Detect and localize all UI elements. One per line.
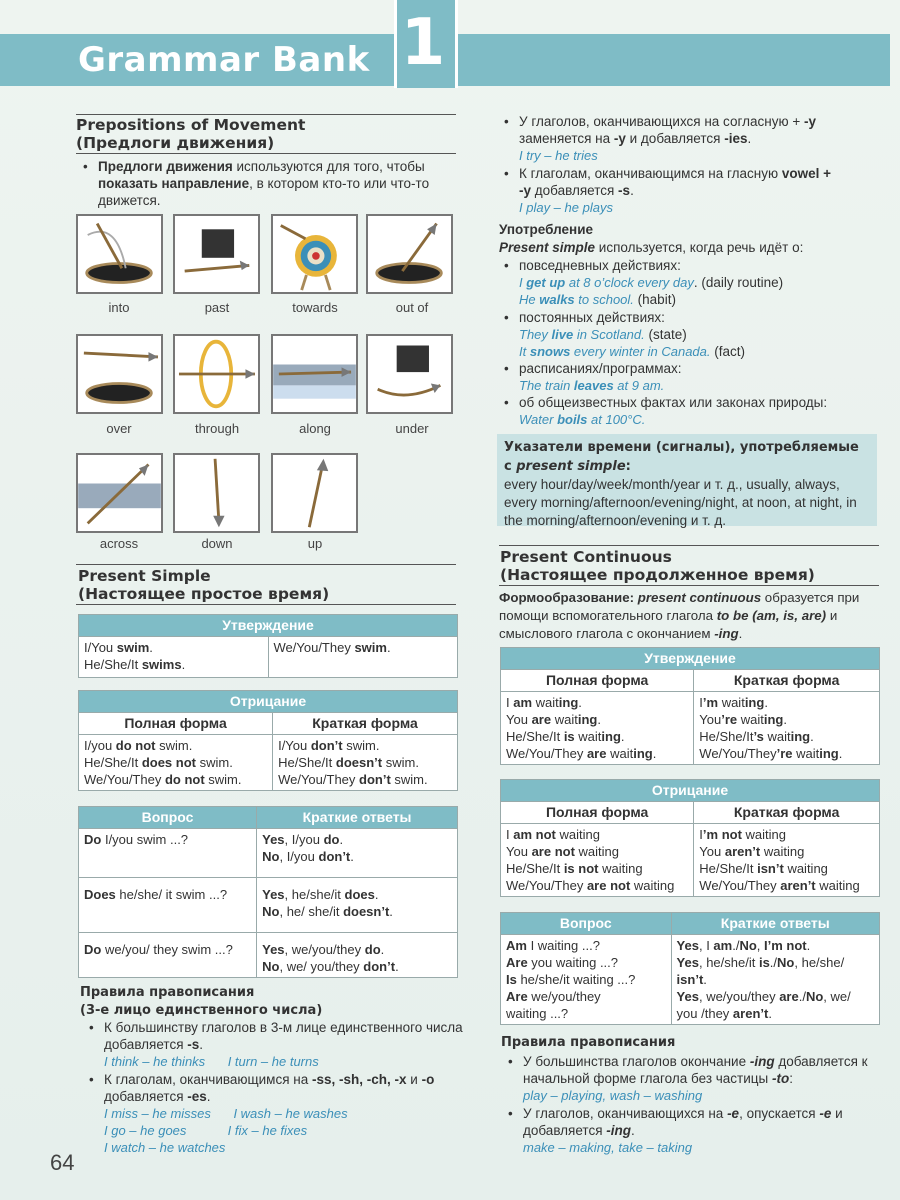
prepositions-heading: Prepositions of Movement (Предлоги движения)	[76, 116, 306, 152]
spelling-rule-2: • К глаголам, оканчивающимся на -ss, -sh, -ch, -x и -o добавляется -es. I miss – he misses I wash – he washes I go – he goes I fix – he fixes I watch – he watches	[104, 1071, 464, 1156]
pc-spelling-rule-1: • У большинства глаголов окончание -ing добавляется к начальной форме глагола без частицы -to: play – playing, wash – washing	[523, 1053, 879, 1104]
column-header: Полная форма	[79, 713, 273, 735]
column-header: Краткая форма	[273, 713, 458, 735]
into-illustration	[76, 214, 163, 294]
formation-text: Формообразование: present continuous образуется при помощи вспомогательного глагола to be (am, is, are) и смыслового глагола с окончанием -ing.	[499, 590, 860, 641]
across-illustration	[76, 453, 163, 533]
towards-illustration	[271, 214, 358, 294]
caption-along: along	[299, 421, 331, 436]
down-illustration	[173, 453, 260, 533]
caption-up: up	[307, 536, 323, 551]
table-cell: Do I/you swim ...?	[79, 829, 257, 878]
usage-block: Употребление Present simple используется, когда речь идёт о:	[499, 222, 804, 255]
divider	[76, 153, 456, 154]
caption-past: past	[204, 300, 230, 315]
present-simple-heading: Present Simple (Настоящее простое время)	[78, 567, 330, 603]
pc-spelling-rule-2: • У глаголов, оканчивающихся на -e, опускается -e и добавляется -ing. make – making, take – taking	[523, 1105, 879, 1156]
usage-daily: • повседневных действиях: I get up at 8 o’clock every day. (daily routine) He walks to school. (habit)	[519, 257, 879, 308]
past-illustration	[173, 214, 260, 294]
table-cell: I am not waiting You are not waiting He/She/It is not waiting We/You/They are not waiting	[501, 824, 694, 897]
caption-into: into	[108, 300, 130, 315]
usage-schedules: • расписаниях/программах: The train leaves at 9 am.	[519, 360, 879, 394]
page-number: 64	[50, 1150, 75, 1175]
table-band: Краткие ответы	[257, 807, 458, 829]
table-cell: I/You swim. He/She/It swims.	[79, 637, 269, 678]
time-markers-box: Указатели времени (сигналы), употребляемые с present simple: every hour/day/week/month/year и т. д., usually, always, every morning/afternoon/evening/night, at noon, at night, in the morning/afternoon/evening и т. д.	[497, 434, 877, 526]
pc-question-table	[500, 912, 880, 1025]
table-cell: We/You/They swim.	[268, 637, 458, 678]
pc-negative-table	[500, 779, 880, 897]
table-cell: Does he/she/ it swim ...?	[79, 878, 257, 933]
table-cell: Do we/you/ they swim ...?	[79, 933, 257, 978]
ps-negative-table	[78, 690, 458, 791]
table-cell: I’m waiting. You’re waiting. He/She/It’s waiting. We/You/They’re waiting.	[694, 692, 880, 765]
divider	[499, 585, 879, 586]
ps-question-table	[78, 806, 458, 978]
rule-y-ies: • У глаголов, оканчивающихся на согласную + -y заменяется на -y и добавляется -ies. I try – he tries	[519, 113, 879, 164]
table-band: Отрицание	[79, 691, 458, 713]
caption-down: down	[201, 536, 233, 551]
table-band: Вопрос	[79, 807, 257, 829]
caption-under: under	[395, 421, 429, 436]
caption-out-of: out of	[395, 300, 429, 315]
caption-towards: towards	[292, 300, 338, 315]
divider	[76, 114, 456, 115]
divider	[499, 545, 879, 546]
caption-over: over	[106, 421, 132, 436]
divider	[76, 604, 456, 605]
pc-affirmative-table	[500, 647, 880, 765]
along-illustration	[271, 334, 358, 414]
column-header: Краткая форма	[694, 670, 880, 692]
out-of-illustration	[366, 214, 453, 294]
rule-vowel-y: • К глаголам, оканчивающимся на гласную vowel + -y добавляется -s. I play – he plays	[519, 165, 879, 216]
present-continuous-heading: Present Continuous (Настоящее продолженное время)	[500, 548, 815, 584]
table-cell: I/You don’t swim. He/She/It doesn’t swim. We/You/They don’t swim.	[273, 735, 458, 791]
column-header: Краткая форма	[694, 802, 880, 824]
table-band: Краткие ответы	[671, 913, 879, 935]
table-cell: I/you do not swim. He/She/It does not swim. We/You/They do not swim.	[79, 735, 273, 791]
over-illustration	[76, 334, 163, 414]
caption-across: across	[99, 536, 139, 551]
table-cell: Yes, we/you/they do. No, we/ you/they don’t.	[257, 933, 458, 978]
spelling-title: Правила правописания (3-е лицо единственного числа)	[80, 985, 323, 1018]
usage-permanent: • постоянных действиях: They live in Scotland. (state) It snows every winter in Canada. (fact)	[519, 309, 879, 360]
page-title: Grammar Bank	[78, 40, 370, 80]
ps-affirmative-table	[78, 614, 458, 678]
table-cell: Yes, I/you do. No, I/you don’t.	[257, 829, 458, 878]
table-band: Вопрос	[501, 913, 672, 935]
table-cell: I’m not waiting You aren’t waiting He/She/It isn’t waiting We/You/They aren’t waiting	[694, 824, 880, 897]
table-cell: Am I waiting ...? Are you waiting ...? Is he/she/it waiting ...? Are we/you/they waiting ...?	[501, 935, 672, 1025]
column-header: Полная форма	[501, 670, 694, 692]
up-illustration	[271, 453, 358, 533]
table-band: Утверждение	[79, 615, 458, 637]
table-cell: Yes, he/she/it does. No, he/ she/it doesn’t.	[257, 878, 458, 933]
table-cell: I am waiting. You are waiting. He/She/It is waiting. We/You/They are waiting.	[501, 692, 694, 765]
prep-definition: • Предлоги движения используются для того, чтобы показать направление, в котором кто-то или что-то движется.	[98, 158, 458, 209]
caption-through: through	[194, 421, 240, 436]
usage-facts: • об общеизвестных фактах или законах природы: Water boils at 100°C.	[519, 394, 879, 428]
column-header: Полная форма	[501, 802, 694, 824]
spelling-rule-1: • К большинству глаголов в 3-м лице единственного числа добавляется -s. I think – he thinks I turn – he turns	[104, 1019, 464, 1070]
through-illustration	[173, 334, 260, 414]
table-band: Отрицание	[501, 780, 880, 802]
under-illustration	[366, 334, 453, 414]
table-band: Утверждение	[501, 648, 880, 670]
unit-number: 1	[400, 6, 446, 80]
pc-spelling-title: Правила правописания	[501, 1035, 676, 1050]
table-cell: Yes, I am./No, I’m not. Yes, he/she/it is./No, he/she/ isn’t. Yes, we/you/they are./No, we/ you /they aren’t.	[671, 935, 879, 1025]
divider	[76, 564, 456, 565]
